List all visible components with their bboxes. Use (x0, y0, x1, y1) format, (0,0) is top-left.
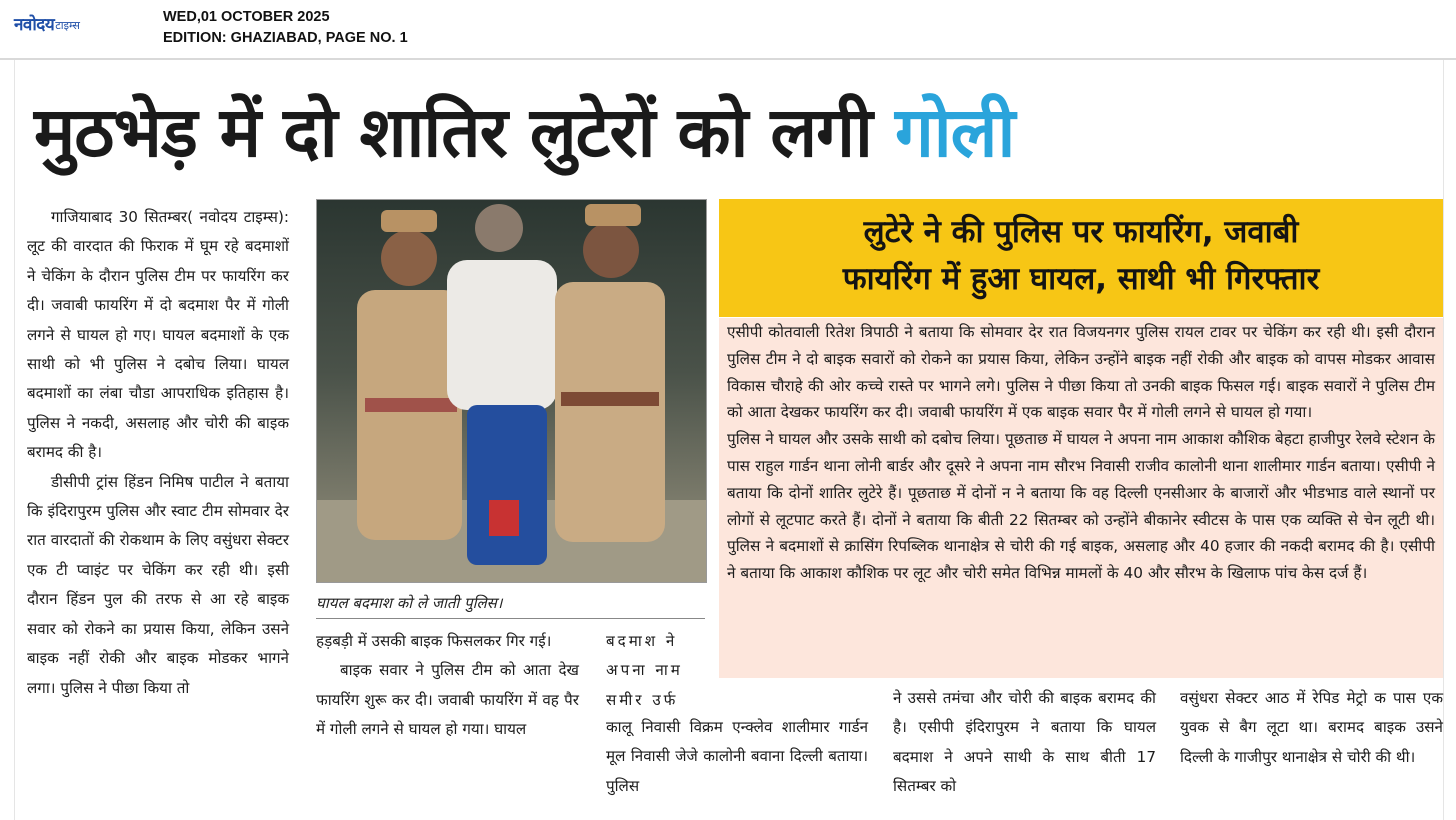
subhead-line-1: लुटेरे ने की पुलिस पर फायरिंग, जवाबी (863, 214, 1299, 250)
article-column-2 (316, 627, 579, 745)
column-paragraph: गाजियाबाद 30 सितम्बर( नवोदय टाइम्स): लूट की वारदात की फिराक में घूम रहे बदमाशों ने चेकिंग के दौरान पुलिस टीम पर फायरिंग कर दी। जवाबी फायरिंग में दो बदमाश पैर में गोली लगने से घायल हो गए। घायल बदमाशों के एक साथी को भी पुलिस ने दबोच लिया। घायल बदमाशों का लंबा चौडा आपराधिक इतिहास है। पुलिस ने नकदी, असलाह और चोरी की बाइक बरामद की है। (27, 208, 289, 462)
photo-illustration (317, 200, 706, 582)
column-paragraph: हड़बड़ी में उसकी बाइक फिसलकर गिर गई। (316, 632, 552, 650)
column-paragraph: बदमाश ने अपना नाम समीर उर्फ (606, 632, 683, 709)
newspaper-logo[interactable] (14, 9, 80, 35)
issue-date: WED,01 OCTOBER 2025 (163, 9, 330, 25)
article-subheadline (719, 199, 1443, 317)
article-column-3-top (606, 627, 708, 715)
column-paragraph: वसुंधरा सेक्टर आठ में रेपिड मेट्रो क पास एक युवक से बैग लूटा था। बरामद बाइक उसने दिल्ली के गाजीपुर थानाक्षेत्र से चोरी की थी। (1180, 689, 1443, 766)
photo-caption: घायल बदमाश को ले जाती पुलिस। (316, 588, 705, 619)
article-column-1 (27, 203, 289, 703)
article-column-5 (1180, 684, 1443, 772)
article-photo (316, 199, 707, 583)
box-paragraph: पुलिस ने घायल और उसके साथी को दबोच लिया। पूछताछ में घायल ने अपना नाम आकाश कौशिक बेहटा हाजीपुर रेलवे स्टेशन के पास राहुल गार्डन थाना लोनी बार्डर और दूसरे ने अपना नाम सौरभ निवासी राजीव कालोनी थाना शालीमार गार्डन बताया। एसीपी ने बताया कि दोनों शातिर लुटेरे हैं। पूछताछ में दोनों न ने बताया कि वह दिल्ली एनसीआर के बाजारों और भीडभाड वाले स्थानों पर लोगों से लूटपाट करते हैं। दोनों ने बताया कि बीती 22 सितम्बर को उन्होंने बीकानेर स्वीटस के पास एक व्यक्ति से चेन लूटी थी। पुलिस ने बदमाशों से क्रासिंग रिपब्लिक थानाक्षेत्र से चोरी की गई बाइक, असलाह और 40 हजार की नकदी बरामद की है। एसीपी ने बताया कि आकाश कौशिक पर लूट और चोरी समेत विभिन्न मामलों के 40 और सौरभ के खिलाफ पांच केस दर्ज हैं। (727, 430, 1435, 583)
article-headline (34, 88, 1434, 178)
column-paragraph: डीसीपी ट्रांस हिंडन निमिष पाटील ने बताया कि इंदिरापुरम पुलिस और स्वाट टीम सोमवार देर रात वारदातों की रोकथाम के लिए वसुंधरा सेक्टर एक टी प्वाइंट पर चेकिंग कर रही थी। इसी दौरान हिंडन पुल की तरफ से आ रहे बाइक सवार को रोकने का प्रयास किया, लेकिन उसने बाइक नहीं रोकी और बाइक मोडकर भागने लगा। पुलिस ने पीछा किया तो (27, 472, 289, 697)
subhead-line-2: फायरिंग में हुआ घायल, साथी भी गिरफ्तार (842, 261, 1320, 297)
headline-main: मुठभेड़ में दो शातिर लुटेरों को लगी (34, 93, 872, 173)
edition-info: EDITION: GHAZIABAD, PAGE NO. 1 (163, 30, 408, 46)
column-paragraph: कालू निवासी विक्रम एन्क्लेव शालीमार गार्डन मूल निवासी जेजे कालोनी बवाना दिल्ली बताया। पुलिस (606, 718, 868, 795)
epaper-header (0, 0, 1456, 60)
column-paragraph: बाइक सवार ने पुलिस टीम को आता देख फायरिंग शुरू कर दी। जवाबी फायरिंग में वह पैर में गोली लगने से घायल हो गया। घायल (316, 661, 579, 739)
column-paragraph: ने उससे तमंचा और चोरी की बाइक बरामद की है। एसीपी इंदिरापुरम ने बताया कि घायल बदमाश ने अपने साथी के साथ बीती 17 सितम्बर को (893, 689, 1156, 796)
logo-main-text: नवोदय (14, 15, 55, 35)
logo-sub-text: टाइम्स (55, 19, 80, 32)
headline-highlight: गोली (894, 93, 1015, 173)
article-column-3 (606, 713, 868, 801)
highlight-box-text (719, 318, 1443, 678)
box-paragraph: एसीपी कोतवाली रितेश त्रिपाठी ने बताया कि सोमवार देर रात विजयनगर पुलिस रायल टावर पर चेकिंग कर रही थी। इसी दौरान पुलिस टीम ने दो बाइक सवारों को रोकने का प्रयास किया, लेकिन उन्होंने बाइक नहीं रोकी और बाइक को वापस मोडकर आवास विकास चौराहे की ओर कच्चे रास्ते पर भागने लगे। पुलिस ने पीछा किया तो उनकी बाइक फिसल गई। बाइक सवारों ने पुलिस टीम को आता देखकर फायरिंग कर दी। जवाबी फायरिंग में एक बाइक सवार पैर में गोली लगने से घायल हो गया। (727, 323, 1435, 422)
article-column-4 (893, 684, 1156, 802)
